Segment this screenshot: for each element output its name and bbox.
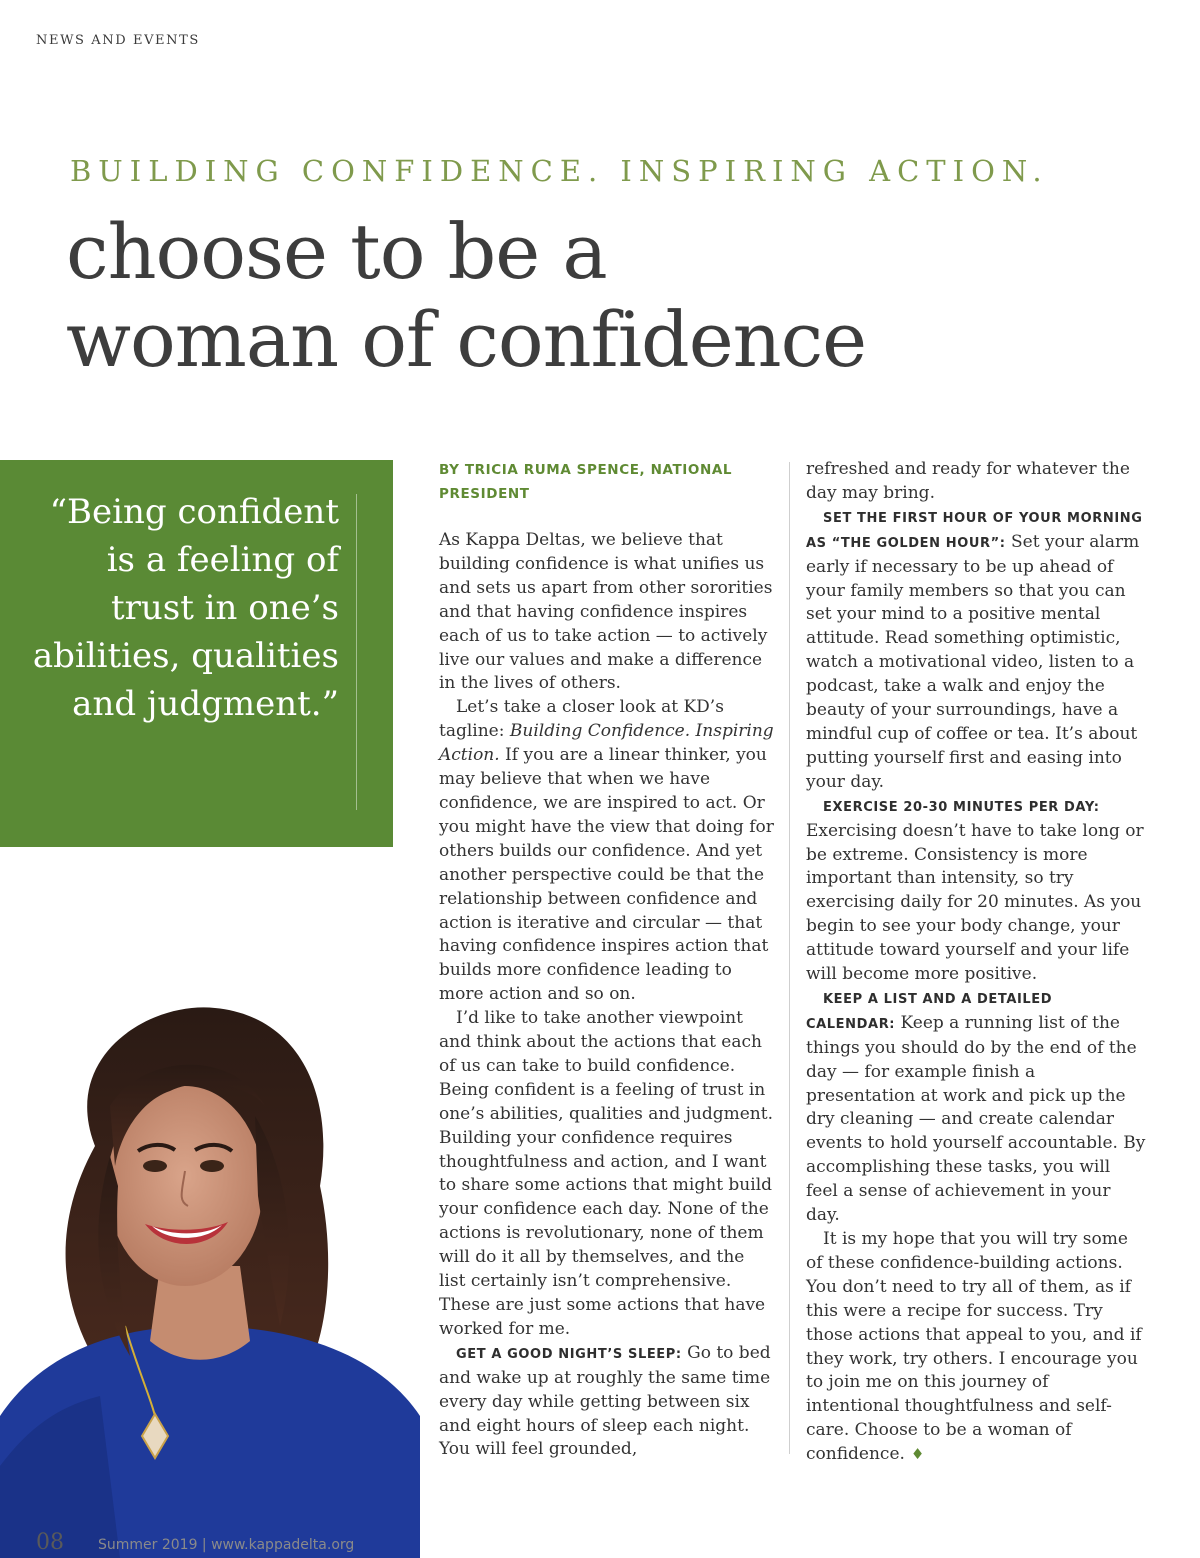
article-paragraph	[806, 795, 1146, 987]
text-run: Let’s take a closer look at KD’s tagline:	[439, 697, 724, 742]
article-paragraph	[806, 506, 1146, 795]
text-run: Keep a running list of the things you should do by the end of the day — for example finish a presentation at work and pick up the dry cleaning — and create calendar events to hold yourself accountable. By accomplishing these tasks, you will feel a sense of achievement in your day.	[806, 1012, 1146, 1226]
article-paragraph	[439, 1342, 774, 1463]
article-column-2	[806, 458, 1146, 1467]
page-number: 08	[36, 1530, 64, 1555]
tagline-italic: Building Confidence. Inspiring Action.	[439, 721, 774, 766]
tip-lead-golden-hour: SET THE FIRST HOUR OF YOUR MORNING AS “THE GOLDEN HOUR”:	[806, 510, 1143, 551]
article-paragraph: I’d like to take another viewpoint and think about the actions that each of us can take to build confidence. Being confident is a feeling of trust in one’s abilities, qualities and judgment. Building your confidence requires thoughtfulness and action, and I want to share some actions that might build your confidence each day. None of the actions is revolutionary, none of them will do it all by themselves, and the list certainly isn’t comprehensive. These are just some actions that have worked for me.	[439, 1008, 773, 1339]
article-paragraph	[806, 987, 1146, 1228]
article-paragraph: refreshed and ready for whatever the day may bring.	[806, 459, 1130, 503]
text-run: Go to bed and wake up at roughly the same time every day while getting between six and eight hours of sleep each night. You will feel grounded,	[439, 1342, 771, 1460]
article-paragraph: As Kappa Deltas, we believe that building confidence is what unifies us and sets us apart from other sororities and that having confidence inspires each of us to take action — to actively live our values and make a difference in the lives of others.	[439, 530, 773, 694]
article-headline	[66, 208, 1166, 384]
article-kicker: BUILDING CONFIDENCE. INSPIRING ACTION.	[70, 154, 1049, 188]
section-label: NEWS AND EVENTS	[36, 33, 200, 48]
pull-quote-text: “Being confident is a feeling of trust in one’s abilities, qualities and judgment.”	[32, 492, 339, 724]
text-run: Exercising doesn’t have to take long or be extreme. Consistency is more important than intensity, so try exercising daily for 20 minutes. As you begin to see your body change, your attitude toward yourself and your life will become more positive.	[806, 820, 1144, 985]
article-column-1	[439, 458, 774, 1462]
byline: BY TRICIA RUMA SPENCE, NATIONAL PRESIDENT	[439, 462, 733, 502]
text-run: It is my hope that you will try some of these confidence-building actions. You don’t need to try all of them, as if this were a recipe for success. Try those actions that appeal to you, and if they work, try others. I encourage you to join me on this journey of intentional thoughtfulness and self-care. Choose to be a woman of confidence.	[806, 1229, 1142, 1465]
headline-line-2: woman of confidence	[66, 295, 867, 384]
headline-line-1: choose to be a	[66, 207, 607, 296]
author-portrait	[0, 996, 420, 1558]
column-divider	[789, 462, 790, 1454]
issue-and-website: Summer 2019 | www.kappadelta.org	[98, 1537, 355, 1553]
article-paragraph	[806, 1228, 1146, 1467]
text-run: Set your alarm early if necessary to be up ahead of your family members so that you can set your mind to a positive mental attitude. Read something optimistic, watch a motivational video, listen to a podcast, take a walk and enjoy the beauty of your surroundings, have a mindful cup of coffee or tea. It’s about putting yourself first and easing into your day.	[806, 531, 1140, 792]
tip-lead-exercise: EXERCISE 20-30 MINUTES PER DAY:	[823, 799, 1100, 815]
pull-quote-box	[0, 460, 393, 847]
tip-lead-sleep: GET A GOOD NIGHT’S SLEEP:	[456, 1346, 682, 1362]
page-footer	[36, 1530, 354, 1555]
end-mark-icon: ♦	[910, 1445, 925, 1464]
article-paragraph	[439, 696, 774, 1007]
tip-lead-list: KEEP A LIST AND A DETAILED CALENDAR:	[806, 991, 1053, 1032]
text-run: If you are a linear thinker, you may believe that when we have confidence, we are inspired to act. Or you might have the view that doing for others builds our confidence. And yet another perspective could be that the relationship between confidence and action is iterative and circular — that having confidence inspires action that builds more confidence leading to more action and so on.	[439, 745, 774, 1005]
pull-quote-divider	[356, 494, 357, 810]
